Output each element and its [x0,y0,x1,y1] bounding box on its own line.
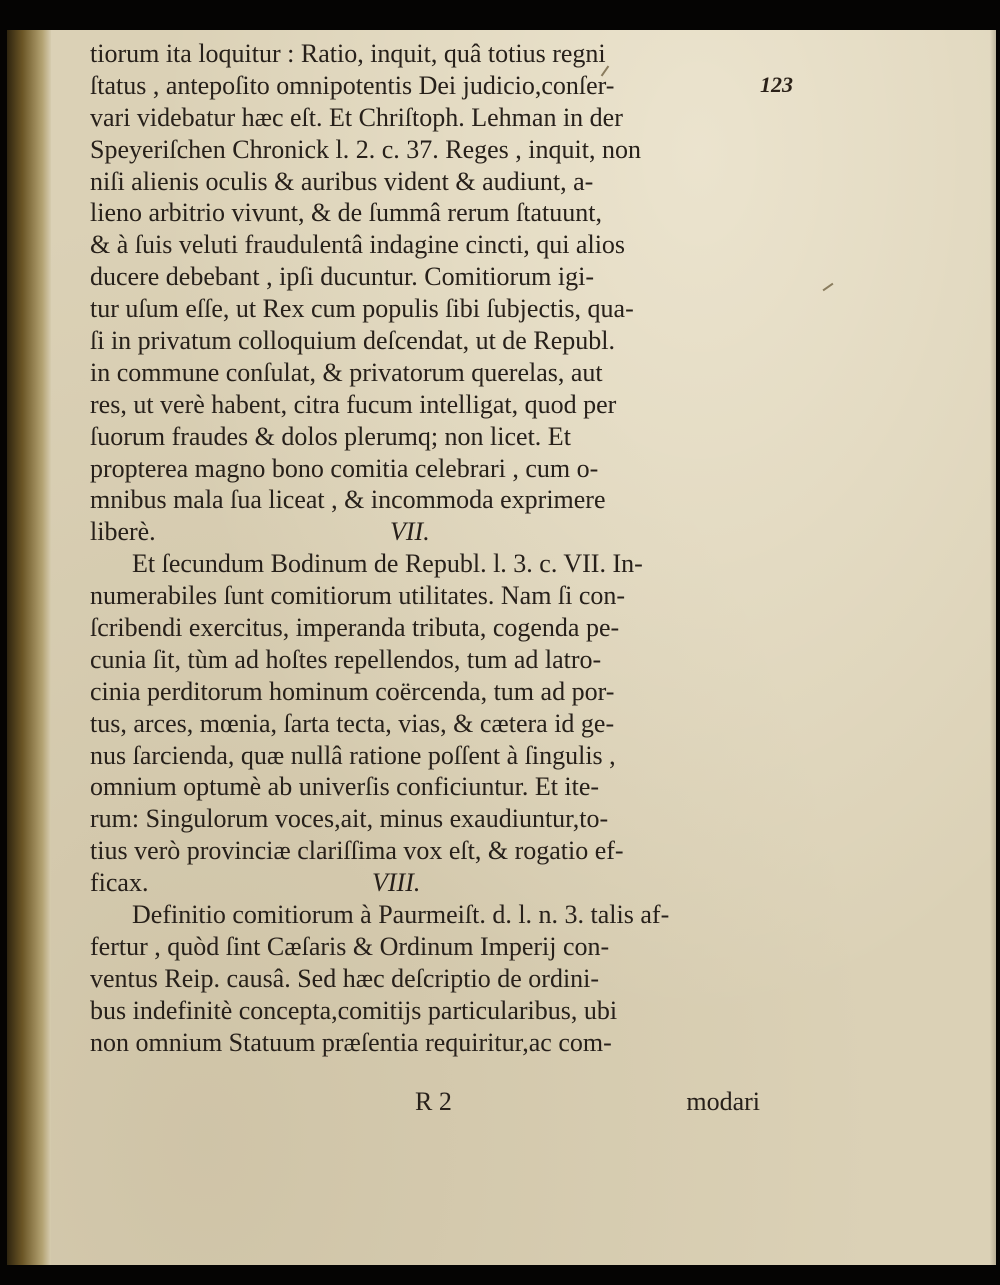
text-line: rum: Singulorum voces,ait, minus exaudiuntur,to- [90,804,609,834]
text-line: tur uſum eſſe, ut Rex cum populis ſibi ſubjectis, qua- [90,294,634,324]
text-line: ſi in privatum colloquium deſcendat, ut de Republ. [90,326,615,356]
text-line: ſuorum fraudes & dolos plerumq; non licet. Et [90,421,571,451]
text-line: tus, arces, mœnia, ſarta tecta, vias, & cætera id ge- [90,708,615,738]
text-line: res, ut verè habent, citra fucum intelligat, quod per [90,389,617,419]
text-line: ſcribendi exercitus, imperanda tributa, cogenda pe- [90,613,620,643]
text-line: lieno arbitrio vivunt, & de ſummâ rerum ſtatuunt, [90,198,602,228]
text-line [90,516,760,548]
text-line: omnium optumè ab univerſis conficiuntur. Et ite- [90,772,600,802]
text-line: ſtatus , antepoſito omnipotentis Dei judicio,conſer- [90,70,615,100]
text-line: vari videbatur hæc eſt. Et Chriſtoph. Lehman in der [90,102,623,132]
text-line: cinia perditorum hominum coërcenda, tum ad por- [90,676,615,706]
text-line: fertur , quòd ſint Cæſaris & Ordinum Imperij con- [90,931,610,961]
text-line: cunia ſit, tùm ad hoſtes repellendos, tum ad latro- [90,644,602,674]
page-number: 123 [760,72,793,97]
text-line: & à ſuis veluti fraudulentâ indagine cincti, qui alios [90,230,626,260]
text-line: mnibus mala ſua liceat , & incommoda exprimere [90,485,606,515]
text-line-end: ficax. [90,868,149,898]
text-line: numerabiles ſunt comitiorum utilitates. Nam ſi con- [90,581,626,611]
section-heading-viii: VIII. [372,868,421,898]
text-line: tius verò provinciæ clariſſima vox eſt, & rogatio ef- [90,836,624,866]
signature-mark: R 2 [415,1087,452,1116]
body-text [90,38,760,1059]
text-line: niſi alienis oculis & auribus vident & audiunt, a- [90,166,594,196]
text-line: propterea magno bono comitia celebrari , cum o- [90,453,599,483]
text-line-end: liberè. [90,517,156,547]
text-line: nus ſarcienda, quæ nullâ ratione poſſent à ſingulis , [90,740,616,770]
text-line: non omnium Statuum præſentia requiritur,ac com- [90,1027,612,1057]
text-line: in commune conſulat, & privatorum querelas, aut [90,357,603,387]
text-line: Et ſecundum Bodinum de Republ. l. 3. c. VII. In- [132,549,643,579]
text-line [90,867,760,899]
ink-mark [823,283,834,292]
page-footer [90,1087,760,1121]
page-edge [990,30,996,1265]
catchword: modari [686,1087,760,1116]
section-heading-vii: VII. [390,517,430,547]
text-line: Definitio comitiorum à Paurmeiſt. d. l. n. 3. talis af- [132,900,670,930]
book-spine [7,30,51,1265]
text-line: bus indefinitè concepta,comitijs particularibus, ubi [90,995,618,1025]
text-line: Speyeriſchen Chronick l. 2. c. 37. Reges , inquit, non [90,134,641,164]
text-line: ducere debebant , ipſi ducuntur. Comitiorum igi- [90,262,595,292]
text-line: tiorum ita loquitur : Ratio, inquit, quâ totius regni [90,39,606,68]
text-line: ventus Reip. causâ. Sed hæc deſcriptio de ordini- [90,963,600,993]
